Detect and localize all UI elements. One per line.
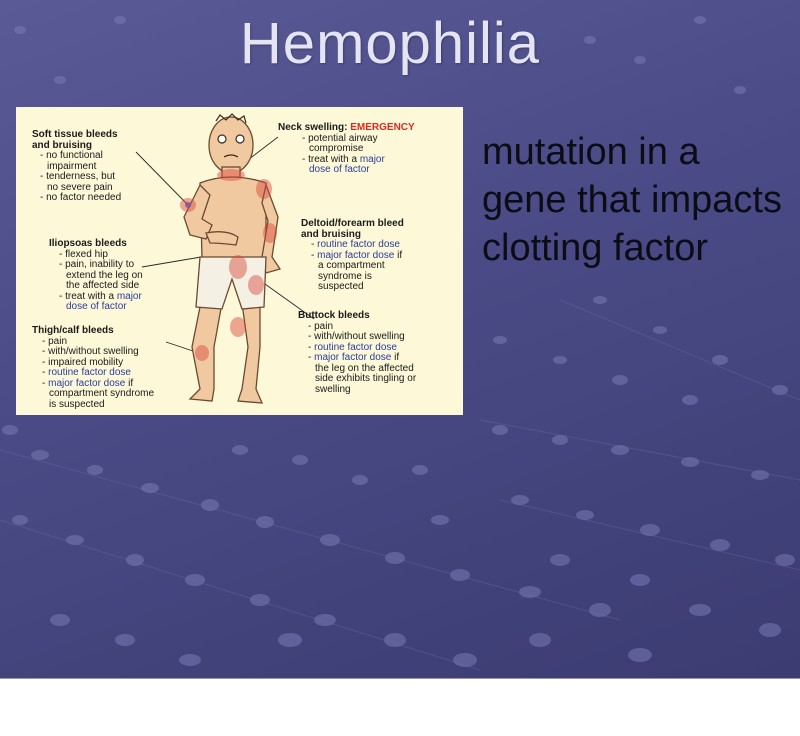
- buttock-text: -: [308, 341, 315, 353]
- thigh-calf-text: -: [42, 367, 49, 378]
- buttock-dose: major factor dose: [314, 352, 392, 363]
- thigh-calf-line: is suspected: [49, 398, 105, 410]
- label-iliopsoas: [49, 239, 143, 313]
- label-buttock: [298, 311, 416, 395]
- soft-tissue-line: - no factor needed: [40, 192, 122, 203]
- bottom-blank-area: [0, 678, 800, 736]
- iliopsoas-line: - flexed hip: [59, 248, 108, 260]
- thigh-calf-line: - with/without swelling: [42, 346, 139, 357]
- deltoid-line: a compartment: [318, 260, 385, 271]
- deltoid-text: if: [394, 249, 403, 261]
- emergency-badge: EMERGENCY: [350, 122, 415, 133]
- thigh-calf-dose: major factor dose: [48, 377, 126, 389]
- buttock-dose: routine factor dose: [314, 341, 397, 353]
- thigh-calf-line: compartment syndrome: [49, 388, 155, 399]
- iliopsoas-line: the affected side: [66, 280, 140, 291]
- buttock-text: -: [308, 352, 315, 363]
- thigh-calf-text: -: [42, 377, 49, 389]
- soft-tissue-title-2: and bruising: [32, 139, 92, 151]
- buttock-line: swelling: [315, 383, 351, 395]
- label-thigh-calf: [32, 326, 154, 410]
- deltoid-dose: major factor dose: [317, 249, 395, 261]
- soft-tissue-line: impairment: [47, 160, 97, 172]
- soft-tissue-line: - no functional: [40, 150, 103, 161]
- bullet-text: mutation in a gene that impacts clotting factor: [482, 131, 782, 269]
- label-neck: [278, 123, 415, 176]
- deltoid-line: syndrome is: [318, 270, 372, 282]
- thigh-calf-line: - impaired mobility: [42, 356, 124, 368]
- hemophilia-bleeds-figure: [16, 107, 463, 415]
- iliopsoas-title: Iliopsoas bleeds: [49, 238, 127, 249]
- soft-tissue-line: - tenderness, but: [40, 171, 116, 182]
- soft-tissue-title-1: Soft tissue bleeds: [32, 129, 118, 140]
- deltoid-text: -: [311, 239, 318, 250]
- iliopsoas-line: extend the leg on: [66, 269, 143, 281]
- buttock-line: - with/without swelling: [308, 331, 405, 342]
- deltoid-line: suspected: [318, 281, 364, 292]
- iliopsoas-line: - pain, inability to: [59, 259, 135, 270]
- neck-title-text: Neck swelling:: [278, 122, 351, 133]
- buttock-text: if: [391, 352, 400, 363]
- neck-text: - treat with a: [302, 153, 360, 165]
- buttock-line: the leg on the affected: [315, 362, 414, 374]
- neck-dose: major: [359, 153, 385, 165]
- deltoid-title-1: Deltoid/forearm bleed: [301, 218, 404, 229]
- thigh-calf-dose: routine factor dose: [48, 367, 131, 378]
- neck-line: - potential airway: [302, 132, 378, 144]
- buttock-line: side exhibits tingling or: [315, 373, 417, 384]
- buttock-line: [298, 353, 416, 364]
- neck-line: compromise: [309, 143, 364, 154]
- iliopsoas-dose: dose of factor: [66, 301, 127, 312]
- slide-title: Hemophilia: [239, 11, 541, 76]
- deltoid-dose: routine factor dose: [317, 239, 400, 250]
- neck-dose: dose of factor: [309, 164, 370, 175]
- thigh-calf-line: - pain: [42, 335, 68, 347]
- deltoid-text: -: [311, 249, 318, 261]
- iliopsoas-dose: major: [116, 290, 142, 302]
- neck-title: [278, 123, 415, 134]
- label-soft-tissue: [32, 130, 121, 204]
- label-deltoid: [301, 219, 404, 293]
- buttock-title: Buttock bleeds: [298, 310, 370, 321]
- thigh-calf-title: Thigh/calf bleeds: [32, 325, 114, 336]
- deltoid-title-2: and bruising: [301, 228, 361, 240]
- buttock-line: - pain: [308, 320, 334, 332]
- soft-tissue-line: no severe pain: [47, 181, 113, 193]
- thigh-calf-text: if: [125, 377, 134, 389]
- iliopsoas-text: - treat with a: [59, 290, 117, 302]
